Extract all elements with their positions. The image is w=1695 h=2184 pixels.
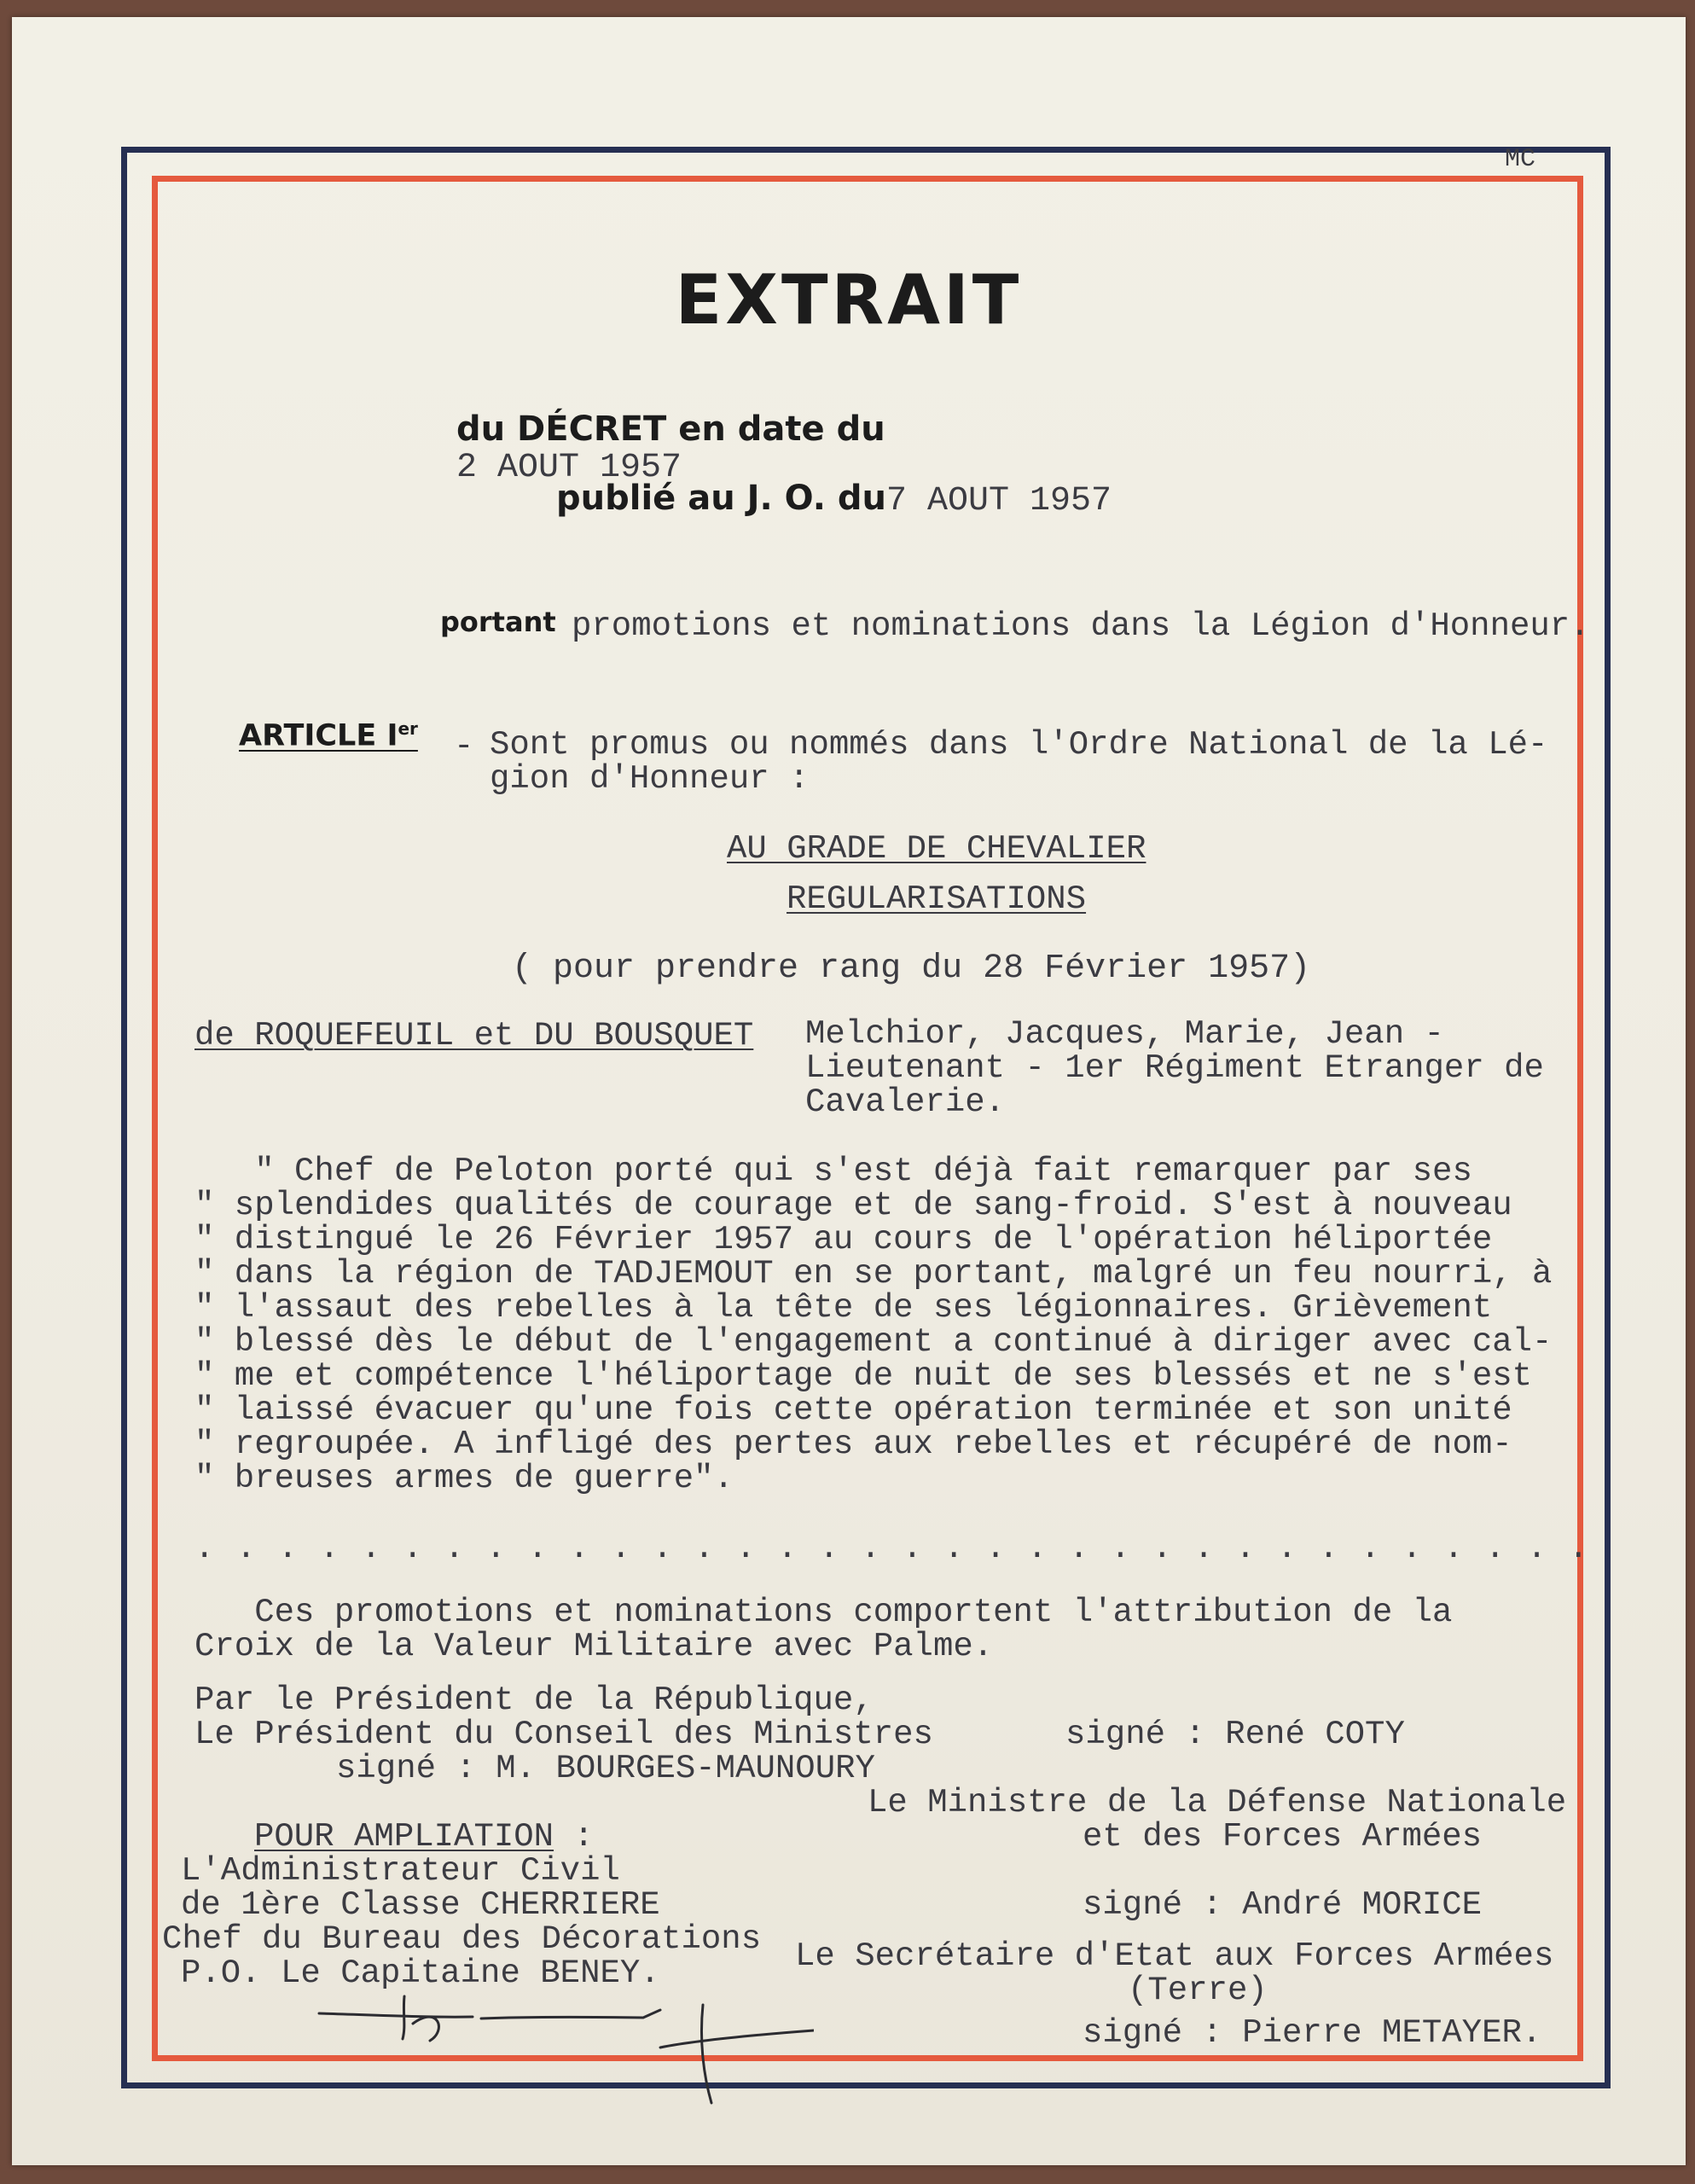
citation-line: " distingué le 26 Février 1957 au cours de l'opération héliportée	[194, 1221, 1493, 1258]
secretary-signed: signé : Pierre METAYER.	[1083, 2014, 1542, 2052]
ampliation-line: L'Administrateur Civil	[181, 1852, 620, 1890]
portant-label: portant	[440, 606, 556, 638]
article-text-line1: Sont promus ou nommés dans l'Ordre National de la Lé-	[490, 726, 1548, 764]
citation-line: " splendides qualités de courage et de sang-froid. S'est à nouveau	[194, 1187, 1512, 1224]
decree-prefix: du DÉCRET en date du	[456, 410, 885, 449]
attribution-line: Croix de la Valeur Militaire avec Palme.	[194, 1628, 994, 1665]
minister-line1: Le Ministre de la Défense Nationale	[868, 1784, 1567, 1821]
ampliation-line: P.O. Le Capitaine BENEY.	[181, 1955, 660, 1992]
ampliation-colon: :	[573, 1818, 594, 1856]
article-dash: -	[454, 728, 474, 765]
citation-line: " blessé dès le début de l'engagement a continué à diriger avec cal-	[194, 1323, 1553, 1361]
citation-line: " l'assaut des rebelles à la tête de ses légionnaires. Grièvement	[194, 1289, 1493, 1327]
document-title: EXTRAIT	[675, 260, 1023, 340]
president-council-signed: signé : M. BOURGES-MAUNOURY	[336, 1750, 875, 1787]
document-paper	[12, 17, 1686, 2165]
citation-line: " me et compétence l'héliportage de nuit de ses blessés et ne s'est	[194, 1357, 1533, 1395]
recipient-detail: Lieutenant - 1er Régiment Etranger de	[805, 1049, 1544, 1087]
decree-date: 2 AOUT 1957	[456, 449, 682, 487]
citation-line: " laissé évacuer qu'une fois cette opération terminée et son unité	[194, 1391, 1512, 1429]
recipient-surname: de ROQUEFEUIL et DU BOUSQUET	[194, 1017, 754, 1054]
jo-line	[543, 463, 1112, 536]
article-label: ARTICLE Ier	[239, 718, 418, 753]
secretary-line2: (Terre)	[1128, 1972, 1268, 2009]
secretary-line1: Le Secrétaire d'Etat aux Forces Armées	[795, 1937, 1554, 1975]
ampliation-line: Chef du Bureau des Décorations	[162, 1920, 762, 1958]
dotted-separator: . . . . . . . . . . . . . . . . . . . . . . . . . . . . . . . . . .	[194, 1530, 1590, 1567]
citation-line: " dans la région de TADJEMOUT en se portant, malgré un feu nourri, à	[194, 1255, 1553, 1292]
grade-title: AU GRADE DE CHEVALIER	[727, 830, 1146, 868]
recipient-detail: Melchior, Jacques, Marie, Jean -	[805, 1015, 1444, 1053]
article-text-line2: gion d'Honneur :	[490, 760, 810, 798]
president-council-line: Le Président du Conseil des Ministres	[194, 1716, 933, 1753]
attribution-line: Ces promotions et nominations comportent l'attribution de la	[194, 1594, 1453, 1631]
jo-prefix: publié au J. O. du	[556, 479, 886, 518]
grade-subtitle: REGULARISATIONS	[787, 880, 1087, 918]
president-line: Par le Président de la République,	[194, 1682, 874, 1719]
citation-line: " regroupée. A infligé des pertes aux rebelles et récupéré de nom-	[194, 1426, 1512, 1463]
ampliation-heading-row	[254, 1820, 594, 1854]
minister-line2: et des Forces Armées	[1083, 1818, 1483, 1856]
handwritten-signature	[302, 1979, 814, 2116]
corner-initials: MC	[1505, 145, 1536, 174]
ampliation-line: de 1ère Classe CHERRIERE	[181, 1886, 660, 1924]
portant-text: promotions et nominations dans la Légion d'Honneur.	[572, 607, 1590, 645]
recipient-detail: Cavalerie.	[805, 1083, 1006, 1121]
citation-line: " Chef de Peloton porté qui s'est déjà fait remarquer par ses	[194, 1153, 1472, 1190]
rank-note: ( pour prendre rang du 28 Février 1957)	[512, 950, 1311, 988]
minister-signed: signé : André MORICE	[1083, 1886, 1483, 1924]
coty-signed: signé : René COTY	[1065, 1716, 1405, 1753]
citation-line: " breuses armes de guerre".	[194, 1460, 734, 1497]
jo-date: 7 AOUT 1957	[885, 482, 1112, 520]
ampliation-heading: POUR AMPLIATION	[254, 1818, 554, 1856]
